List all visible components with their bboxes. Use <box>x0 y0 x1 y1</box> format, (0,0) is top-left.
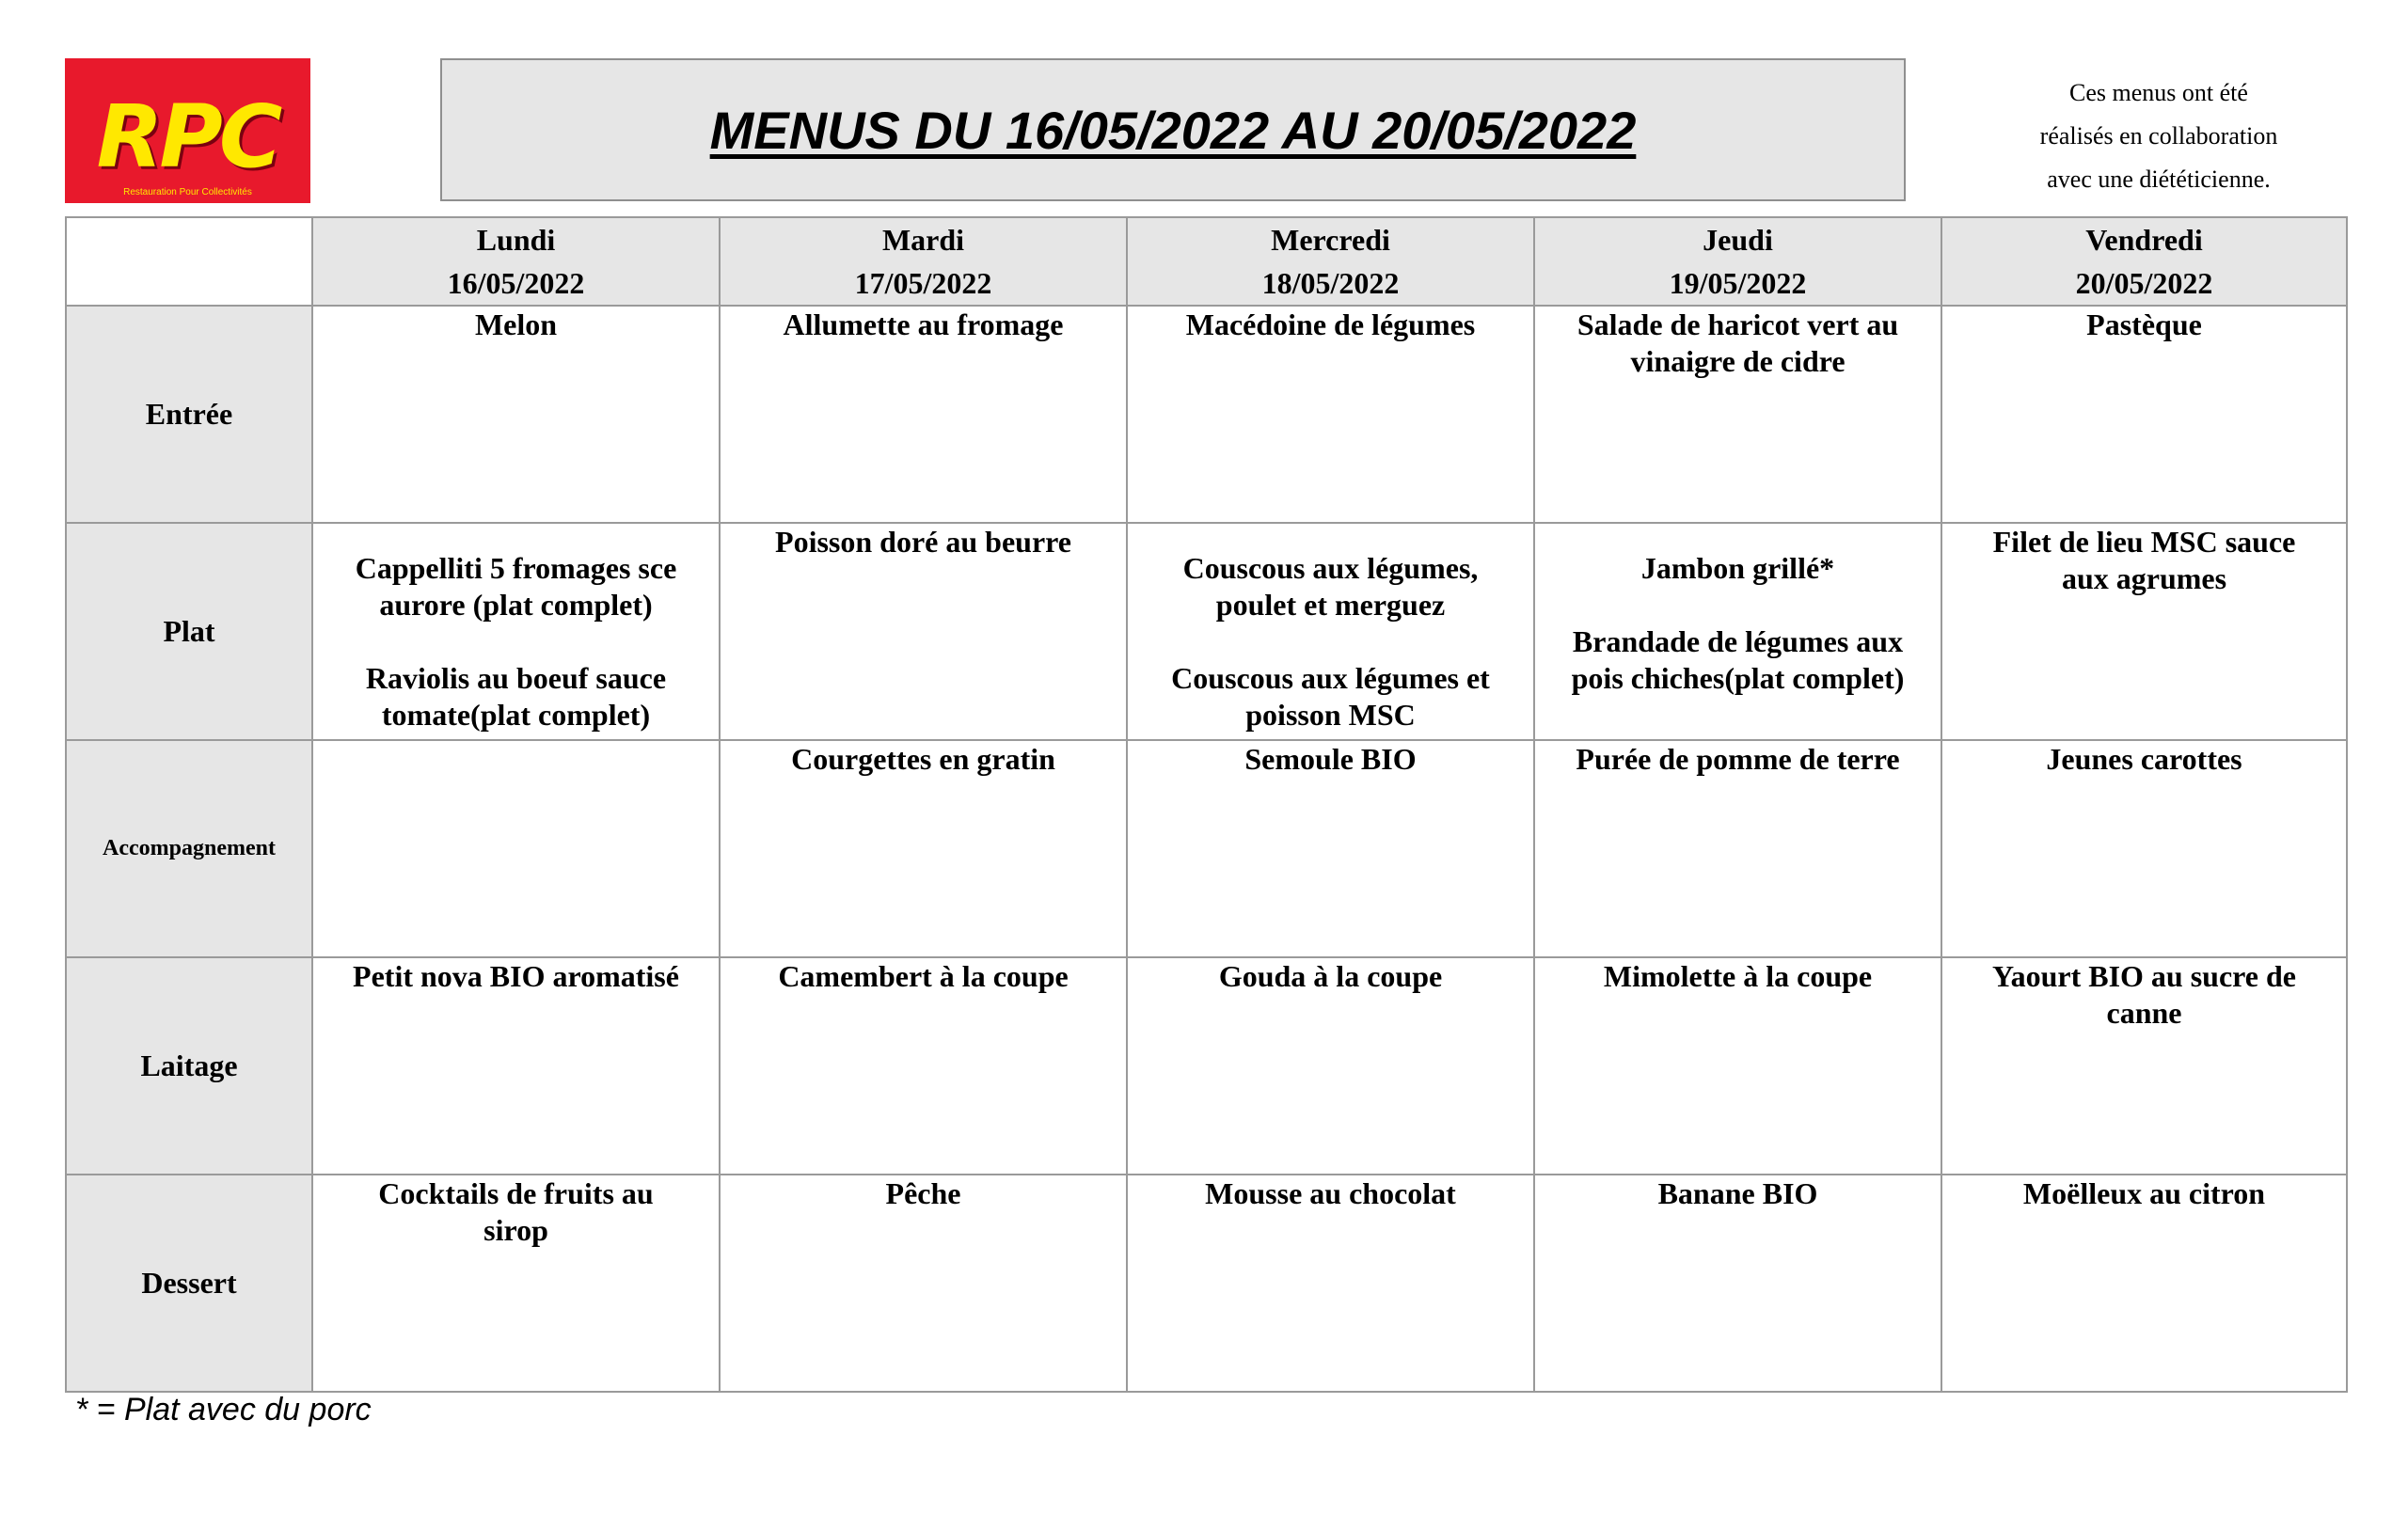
menu-cell <box>1941 740 2347 957</box>
menu-cell <box>1534 740 1941 957</box>
day-name: Mardi <box>881 223 965 257</box>
dish-text: aurore (plat complet) <box>379 588 653 622</box>
menu-cell <box>1127 523 1534 740</box>
menu-cell <box>1941 957 2347 1175</box>
footnote: * = Plat avec du porc <box>75 1392 372 1427</box>
day-header-row <box>66 217 2347 306</box>
page-title: MENUS DU 16/05/2022 AU 20/05/2022 <box>709 100 1637 160</box>
dish-text: Jambon grillé* <box>1640 551 1835 585</box>
menu-row-entrée <box>66 306 2347 523</box>
menu-row-accompagnement <box>66 740 2347 957</box>
menu-row-plat <box>66 523 2347 740</box>
note-line: avec une diététicienne. <box>2047 166 2271 193</box>
dish-text: Mimolette à la coupe <box>1603 959 1873 993</box>
line-gap <box>313 623 719 660</box>
menu-cell <box>1941 306 2347 523</box>
day-date: 16/05/2022 <box>447 266 585 300</box>
menu-cell <box>1534 1175 1941 1392</box>
menu-cell <box>1127 1175 1534 1392</box>
dish-text: sirop <box>483 1213 548 1247</box>
menu-cell <box>720 740 1127 957</box>
menu-cell <box>720 957 1127 1175</box>
day-date: 19/05/2022 <box>1669 266 1807 300</box>
rpc-logo <box>65 58 310 203</box>
dish-text: aux agrumes <box>2061 561 2227 595</box>
corner-cell <box>66 217 312 306</box>
dish-text: poulet et merguez <box>1215 588 1446 622</box>
menu-cell <box>1534 306 1941 523</box>
menu-row-laitage <box>66 957 2347 1175</box>
dish-text: Macédoine de légumes <box>1185 308 1476 341</box>
menu-cell <box>312 523 720 740</box>
day-date: 17/05/2022 <box>854 266 992 300</box>
dish-text: Raviolis au boeuf sauce <box>365 661 667 695</box>
menu-row-dessert <box>66 1175 2347 1392</box>
row-label: Accompagnement <box>66 740 312 957</box>
day-name: Jeudi <box>1703 223 1773 257</box>
line-gap <box>1128 623 1533 660</box>
day-date: 20/05/2022 <box>2075 266 2213 300</box>
dish-text: Allumette au fromage <box>783 308 1064 341</box>
dish-text: Purée de pomme de terre <box>1576 742 1900 776</box>
row-label: Entrée <box>66 306 312 523</box>
dish-text: vinaigre de cidre <box>1630 344 1846 378</box>
day-date: 18/05/2022 <box>1261 266 1400 300</box>
day-name: Lundi <box>476 223 556 257</box>
dish-text: Pastèque <box>2086 308 2202 341</box>
dietitian-note <box>1952 71 2366 201</box>
menu-cell <box>312 957 720 1175</box>
title-box <box>440 58 1906 201</box>
dish-text: Jeunes carottes <box>2046 742 2242 776</box>
menu-body <box>66 306 2347 1392</box>
dish-text: tomate(plat complet) <box>381 698 651 732</box>
row-label: Plat <box>66 523 312 740</box>
menu-cell <box>1534 957 1941 1175</box>
dish-text: Cocktails de fruits au <box>378 1176 654 1210</box>
menu-cell <box>1941 523 2347 740</box>
menu-cell <box>312 1175 720 1392</box>
dish-text: Couscous aux légumes, <box>1182 551 1479 585</box>
dish-text: Petit nova BIO aromatisé <box>353 959 679 993</box>
day-header-lundi <box>312 217 720 306</box>
note-line: réalisés en collaboration <box>2039 122 2278 150</box>
logo-text: RPC <box>96 87 279 187</box>
dish-text: Filet de lieu MSC sauce <box>1992 525 2296 559</box>
dish-text: Cappelliti 5 fromages sce <box>355 551 677 585</box>
menu-cell <box>720 306 1127 523</box>
dish-text: Gouda à la coupe <box>1218 959 1443 993</box>
menu-cell <box>720 1175 1127 1392</box>
dish-text: Melon <box>474 308 558 341</box>
day-header-vendredi <box>1941 217 2347 306</box>
dish-text: Banane BIO <box>1657 1176 1818 1210</box>
menu-cell <box>1127 306 1534 523</box>
menu-cell <box>1534 523 1941 740</box>
row-label: Dessert <box>66 1175 312 1392</box>
dish-text: Pêche <box>885 1176 961 1210</box>
menu-table <box>65 216 2348 1393</box>
dish-text: Courgettes en gratin <box>791 742 1055 776</box>
dish-text: Moëlleux au citron <box>2022 1176 2266 1210</box>
day-header-jeudi <box>1534 217 1941 306</box>
line-gap <box>1535 587 1941 623</box>
dish-text: Mousse au chocolat <box>1205 1176 1456 1210</box>
logo-subtitle: Restauration Pour Collectivités <box>123 187 252 197</box>
dish-text: poisson MSC <box>1245 698 1416 732</box>
day-name: Mercredi <box>1271 223 1390 257</box>
menu-cell <box>1127 957 1534 1175</box>
menu-cell <box>312 740 720 957</box>
day-header-mardi <box>720 217 1127 306</box>
day-name: Vendredi <box>2085 223 2203 257</box>
dish-text: Couscous aux légumes et <box>1171 661 1490 695</box>
note-line: Ces menus ont été <box>2069 79 2248 106</box>
dish-text: Salade de haricot vert au <box>1576 308 1899 341</box>
dish-text: pois chiches(plat complet) <box>1571 661 1905 695</box>
dish-text: Camembert à la coupe <box>778 959 1069 993</box>
menu-cell <box>1941 1175 2347 1392</box>
dish-text: Brandade de légumes aux <box>1572 624 1904 658</box>
menu-cell <box>1127 740 1534 957</box>
day-header-mercredi <box>1127 217 1534 306</box>
dish-text: Poisson doré au beurre <box>775 525 1071 559</box>
dish-text: Yaourt BIO au sucre de <box>1992 959 2296 993</box>
dish-text: canne <box>2106 996 2182 1030</box>
menu-cell <box>312 306 720 523</box>
row-label: Laitage <box>66 957 312 1175</box>
menu-cell <box>720 523 1127 740</box>
dish-text: Semoule BIO <box>1244 742 1417 776</box>
